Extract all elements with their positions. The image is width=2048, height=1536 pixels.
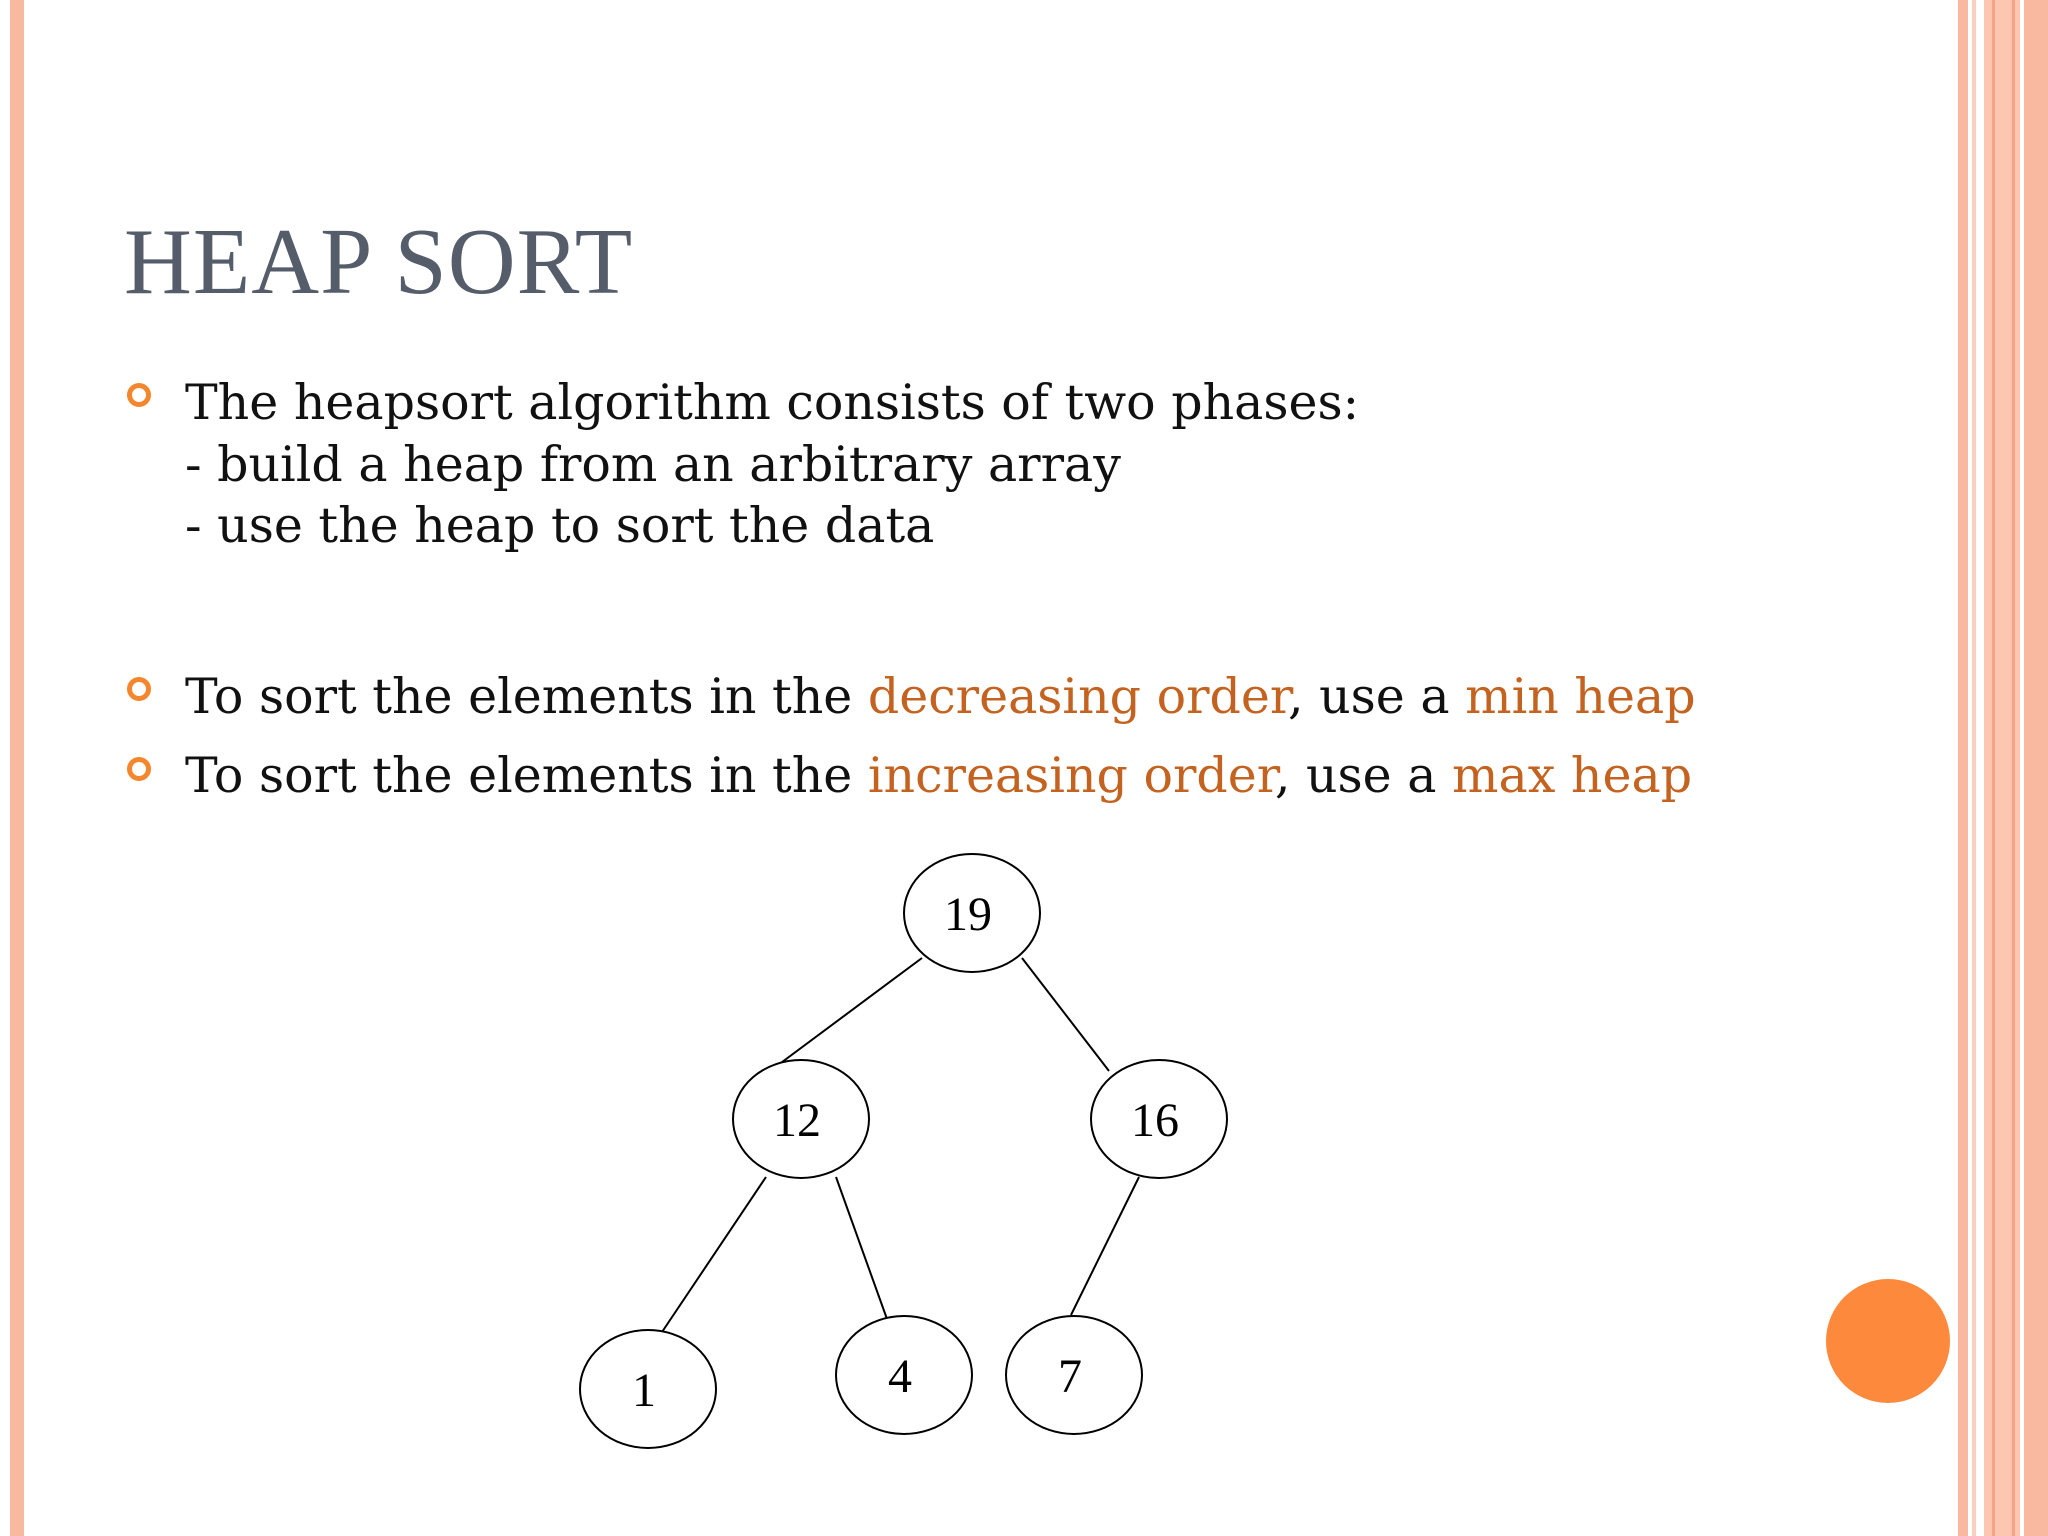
tree-edge-n19-n12 (766, 958, 922, 1074)
tree-node-label: 12 (773, 1094, 821, 1147)
bullet-3-highlight-order: increasing order (867, 747, 1275, 804)
tree-edge-n12-n4 (836, 1177, 887, 1319)
bullet-1-line-3: - use the heap to sort the data (185, 497, 935, 554)
bullet-2-middle: , use a (1287, 668, 1466, 725)
bullet-2-highlight-order: decreasing order (867, 668, 1288, 725)
tree-node-label: 1 (632, 1364, 656, 1417)
tree-edge-n19-n16 (1022, 958, 1109, 1071)
bullet-3-prefix: To sort the elements in the (185, 747, 868, 804)
slide-title: HEAP SORT (124, 210, 634, 314)
tree-node-19 (904, 854, 1040, 972)
tree-node-12 (733, 1060, 869, 1178)
tree-node-4 (836, 1316, 972, 1434)
accent-circle-decoration (1826, 1279, 1950, 1403)
bullet-2-highlight-heap: min heap (1465, 668, 1696, 725)
tree-node-16 (1091, 1060, 1227, 1178)
bullet-1-line-1: The heapsort algorithm consists of two phases: (185, 374, 1360, 431)
tree-node-label: 4 (888, 1350, 912, 1403)
bullet-3-highlight-heap: max heap (1452, 747, 1693, 804)
bullet-1-line-2: - build a heap from an arbitrary array (185, 436, 1121, 493)
bullet-2-prefix: To sort the elements in the (185, 668, 868, 725)
tree-node-7 (1006, 1316, 1142, 1434)
tree-node-1 (580, 1330, 716, 1448)
tree-node-label: 7 (1058, 1350, 1082, 1403)
tree-node-label: 19 (944, 888, 992, 941)
tree-edge-n16-n7 (1071, 1177, 1139, 1315)
bullet-3-middle: , use a (1274, 747, 1453, 804)
tree-edge-n12-n1 (660, 1177, 766, 1335)
tree-node-label: 16 (1131, 1094, 1179, 1147)
